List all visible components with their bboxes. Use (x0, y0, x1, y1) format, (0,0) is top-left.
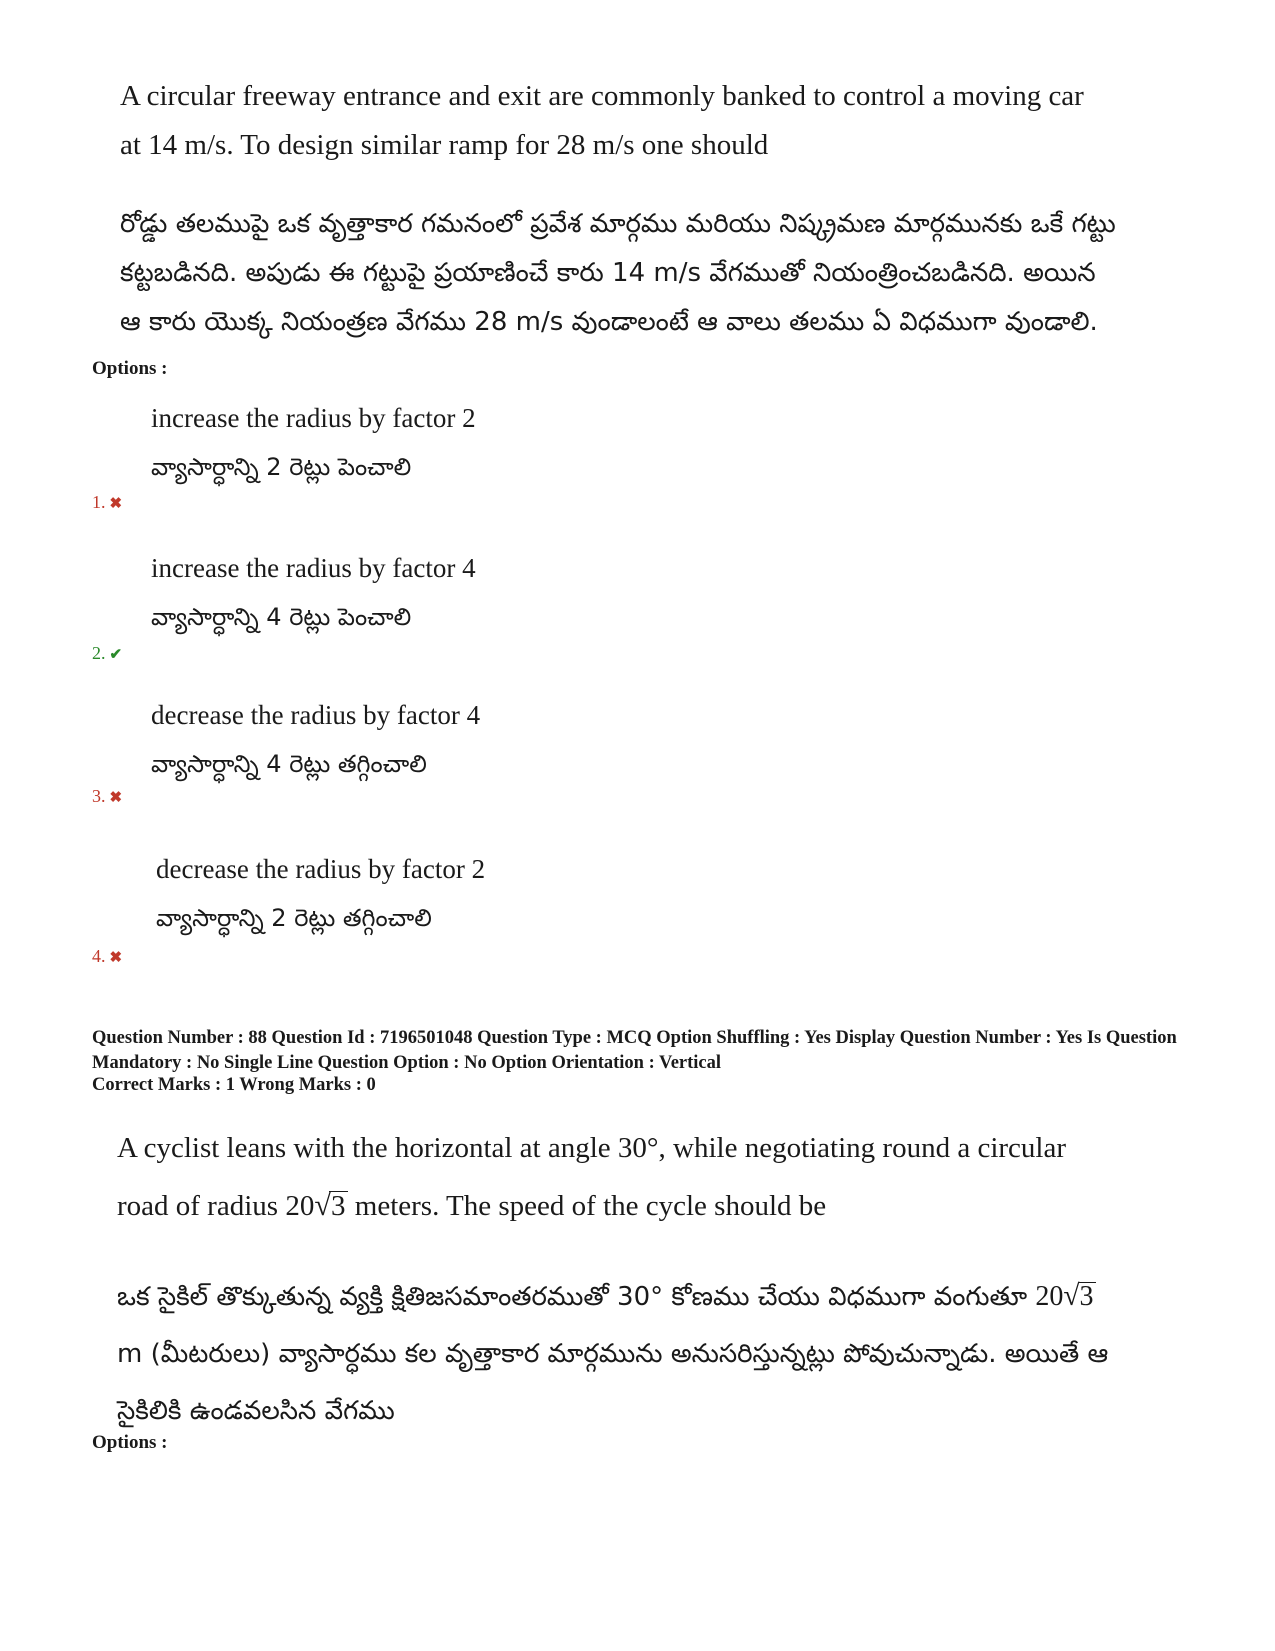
question-88-english-part1: A cyclist leans with the horizontal at angle 30°, while negotiating round a circular road of radius (117, 1132, 1066, 1222)
question-88-english-part2: meters. The speed of the cycle should be (354, 1190, 827, 1222)
question-88-telugu-part2: m (మీటరులు) వ్యాసార్ధము కల వృత్తాకార మార్గమును అనుసరిస్తున్నట్లు పోవుచున్నాడు. అయితే ఆ సైకిలికి ఉండవలసిన వేగము (117, 1339, 1109, 1426)
option-2-english: increase the radius by factor 4 (151, 553, 476, 583)
check-icon: ✔ (109, 647, 123, 663)
question-meta: Question Number : 88 Question Id : 7196501048 Question Type : MCQ Option Shuffling : Yes Display Question Number : Yes Is Question Mandatory : No Single Line Question Option : No Option Orientation : Vertical (92, 1028, 1177, 1073)
marks-meta: Correct Marks : 1 Wrong Marks : 0 (92, 1075, 376, 1095)
sqrt-icon: √ (314, 1188, 332, 1222)
option-2-telugu: వ్యాసార్ధాన్ని 4 రెట్లు పెంచాలి (151, 603, 412, 631)
question-text-telugu: రోడ్డు తలముపై ఒక వృత్తాకార గమనంలో ప్రవేశ మార్గము మరియు నిష్క్రమణ మార్గమునకు ఒకే గట్టు కట్టబడినది. అపుడు ఈ గట్టుపై ప్రయాణించే కారు 14 m/s వేగముతో నియంత్రించబడినది. అయిన ఆ కారు యొక్క నియంత్రణ వేగము 28 m/s వుండాలంటే ఆ వాలు తలము ఏ విధముగా వుండాలి. (120, 209, 1116, 337)
option-2-number (92, 643, 122, 664)
option-1-number-text: 1. (92, 492, 106, 512)
radius-coefficient-telugu: 20 (1035, 1281, 1064, 1312)
option-4-english: decrease the radius by factor 2 (156, 854, 486, 884)
cross-icon: ✖ (109, 790, 123, 806)
question-88-telugu-part1: ఒక సైకిల్ తొక్కుతున్న వ్యక్తి క్షితిజసమాంతరముతో 30° కోణము చేయు విధముగా వంగుతూ (117, 1282, 1028, 1312)
option-3-number-text: 3. (92, 786, 106, 806)
question-88-text-telugu (117, 1268, 1117, 1440)
option-1-telugu: వ్యాసార్ధాన్ని 2 రెట్లు పెంచాలి (151, 453, 412, 481)
option-1-number (92, 492, 122, 513)
radius-coefficient: 20 (285, 1190, 315, 1222)
radius-radicand: 3 (331, 1190, 346, 1222)
option-4-telugu: వ్యాసార్ధాన్ని 2 రెట్లు తగ్గించాలి (156, 904, 432, 932)
sqrt-icon: √ (1063, 1280, 1080, 1312)
option-4-number-text: 4. (92, 946, 106, 966)
options-label-88: Options : (92, 1432, 168, 1453)
radius-radicand-telugu: 3 (1079, 1281, 1094, 1312)
cross-icon: ✖ (109, 950, 123, 966)
radius-expression-telugu (1035, 1281, 1095, 1312)
option-3-telugu: వ్యాసార్ధాన్ని 4 రెట్లు తగ్గించాలి (151, 750, 427, 778)
option-3-number (92, 786, 122, 807)
option-1-english: increase the radius by factor 2 (151, 403, 476, 433)
option-4-number (92, 946, 122, 967)
option-2-number-text: 2. (92, 643, 106, 663)
question-88-text-english (117, 1120, 1097, 1235)
options-label: Options : (92, 358, 168, 379)
cross-icon: ✖ (109, 496, 123, 512)
option-3-english: decrease the radius by factor 4 (151, 700, 481, 730)
radius-expression (285, 1190, 347, 1222)
question-text-english: A circular freeway entrance and exit are commonly banked to control a moving car at 14 m/s. To design similar ramp for 28 m/s one should (120, 80, 1084, 161)
